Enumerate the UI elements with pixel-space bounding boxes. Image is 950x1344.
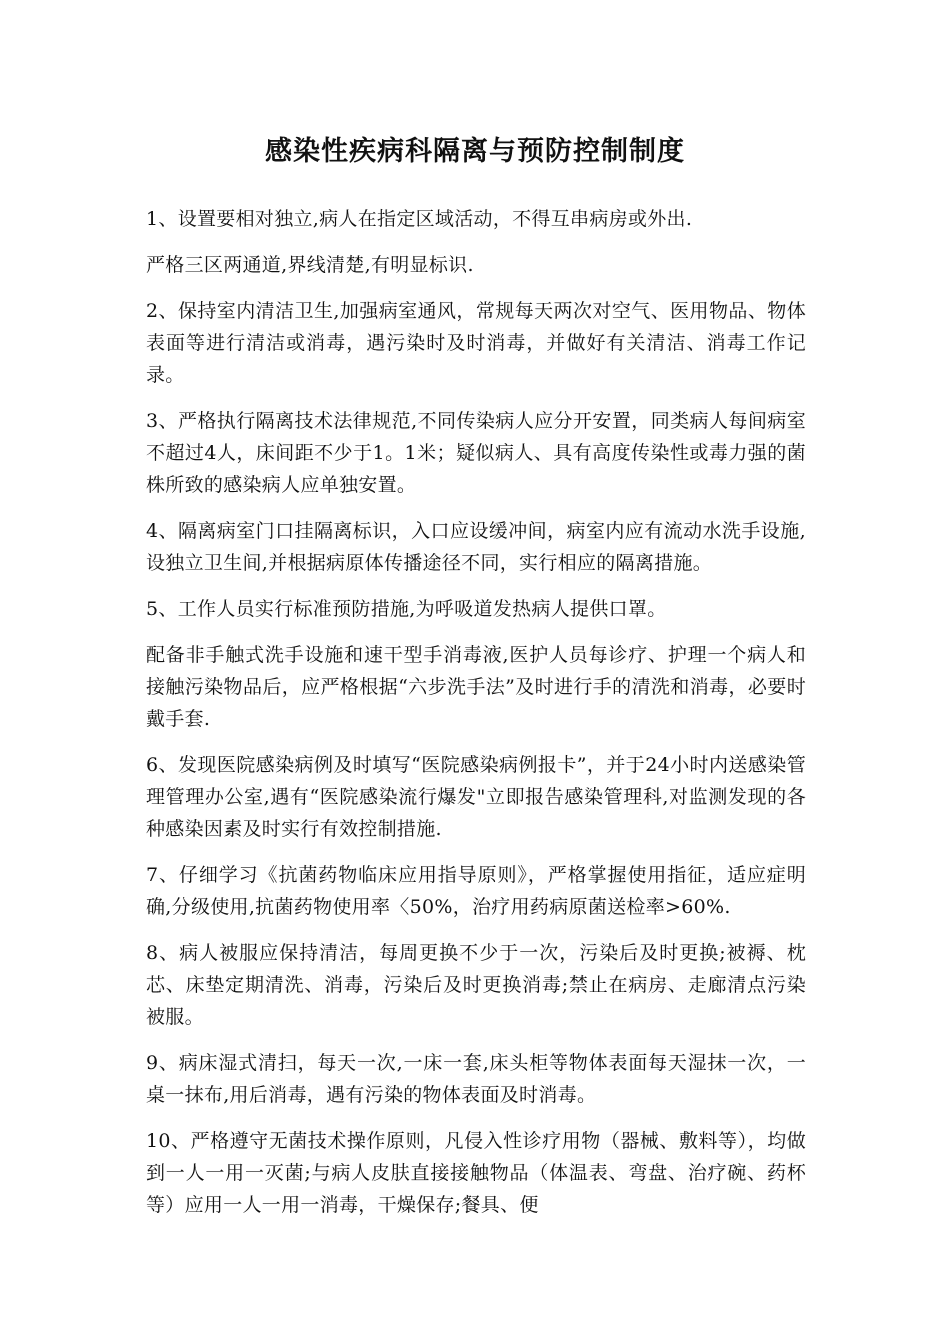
paragraph-4: 3、严格执行隔离技术法律规范,不同传染病人应分开安置，同类病人每间病室不超过4人，床间距不少于1。1米；疑似病人、具有高度传染性或毒力强的菌株所致的感染病人应单独安置。	[146, 410, 806, 496]
paragraph-1: 1、设置要相对独立,病人在指定区域活动，不得互串病房或外出.	[146, 208, 693, 230]
paragraph-2: 严格三区两通道,界线清楚,有明显标识.	[146, 254, 474, 276]
paragraph-6: 5、工作人员实行标准预防措施,为呼吸道发热病人提供口罩。	[146, 598, 667, 620]
paragraph-5: 4、隔离病室门口挂隔离标识，入口应设缓冲间，病室内应有流动水洗手设施,设独立卫生间,并根据病原体传播途径不同，实行相应的隔离措施。	[146, 520, 806, 574]
paragraph-8: 6、发现医院感染病例及时填写“医院感染病例报卡”，并于24小时内送感染管理管理办公室,遇有“医院感染流行爆发"立即报告感染管理科,对监测发现的各种感染因素及时实行有效控制措施.	[146, 754, 806, 840]
paragraph-3: 2、保持室内清洁卫生,加强病室通风，常规每天两次对空气、医用物品、物体表面等进行清洁或消毒，遇污染时及时消毒，并做好有关清洁、消毒工作记录。	[146, 300, 806, 386]
paragraph-11: 9、病床湿式清扫，每天一次,一床一套,床头柜等物体表面每天湿抹一次，一桌一抹布,用后消毒，遇有污染的物体表面及时消毒。	[146, 1052, 806, 1106]
paragraph-7: 配备非手触式洗手设施和速干型手消毒液,医护人员每诊疗、护理一个病人和接触污染物品后，应严格根据“六步洗手法”及时进行手的清洗和消毒，必要时戴手套.	[146, 644, 806, 730]
document-body	[146, 203, 806, 1235]
paragraph-12: 10、严格遵守无菌技术操作原则，凡侵入性诊疗用物（器械、敷料等），均做到一人一用一灭菌;与病人皮肤直接接触物品（体温表、弯盘、治疗碗、药杯等）应用一人一用一消毒，干燥保存;餐具、便	[146, 1130, 806, 1216]
document-title: 感染性疾病科隔离与预防控制制度	[265, 136, 685, 167]
paragraph-10: 8、病人被服应保持清洁，每周更换不少于一次，污染后及时更换;被褥、枕芯、床垫定期清洗、消毒，污染后及时更换消毒;禁止在病房、走廊清点污染被服。	[146, 942, 806, 1028]
paragraph-9: 7、仔细学习《抗菌药物临床应用指导原则》，严格掌握使用指征，适应症明确,分级使用,抗菌药物使用率〈50%，治疗用药病原菌送检率>60%.	[146, 864, 806, 918]
